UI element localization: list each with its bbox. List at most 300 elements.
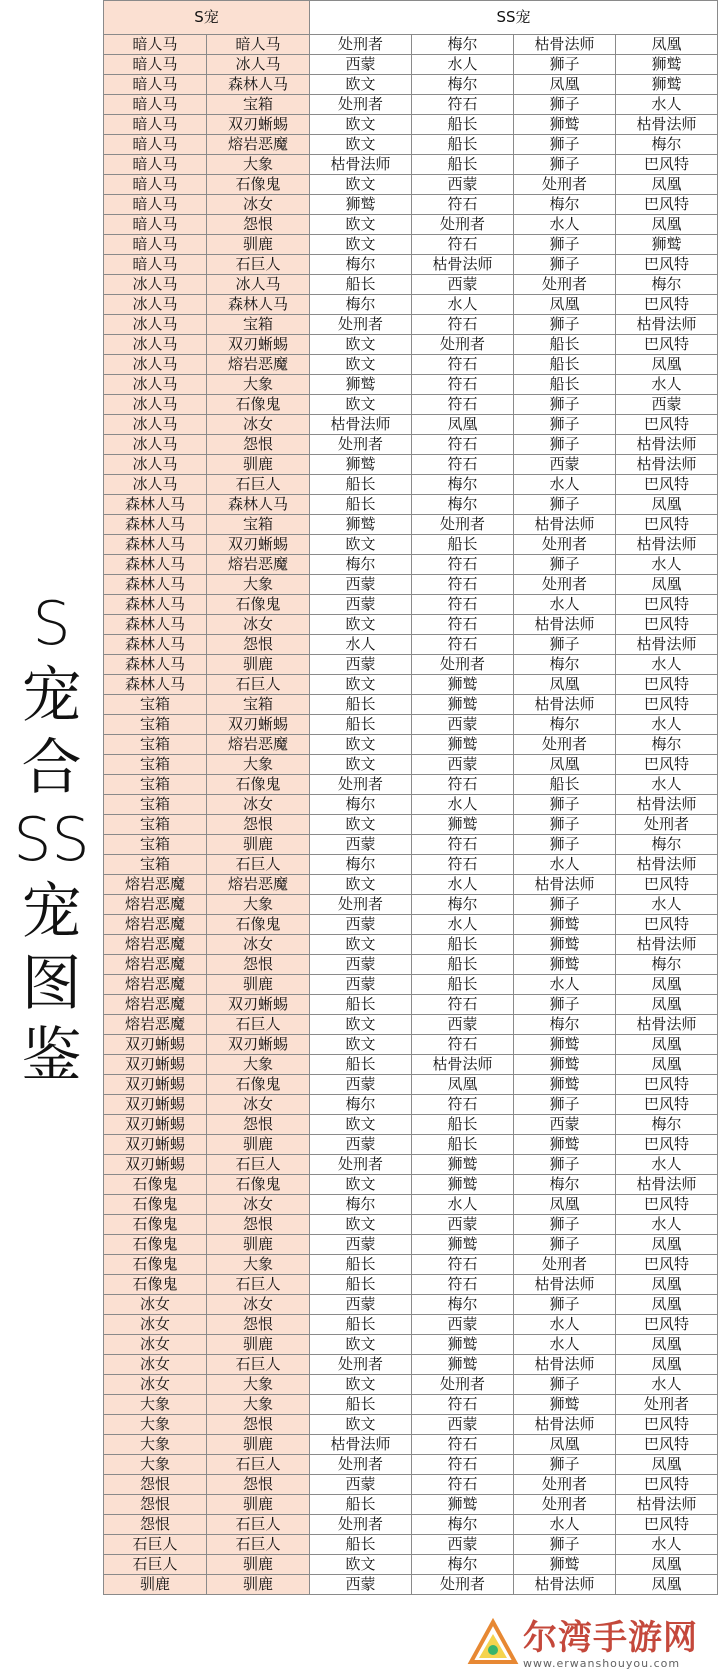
ss-pet-cell: 西蒙 bbox=[412, 755, 514, 775]
table-row bbox=[104, 215, 718, 235]
table-row bbox=[104, 1475, 718, 1495]
ss-pet-cell: 船长 bbox=[412, 115, 514, 135]
ss-pet-cell: 狮鹫 bbox=[412, 1495, 514, 1515]
ss-pet-cell: 凤凰 bbox=[616, 495, 718, 515]
ss-pet-cell: 船长 bbox=[310, 1315, 412, 1335]
table-row bbox=[104, 95, 718, 115]
ss-pet-cell: 处刑者 bbox=[412, 655, 514, 675]
ss-pet-cell: 水人 bbox=[514, 595, 616, 615]
s-pet-cell: 双刃蜥蜴 bbox=[104, 1135, 207, 1155]
s-pet-cell: 森林人马 bbox=[104, 675, 207, 695]
s-pet-cell: 石巨人 bbox=[104, 1555, 207, 1575]
ss-pet-cell: 欧文 bbox=[310, 75, 412, 95]
ss-pet-cell: 狮鹫 bbox=[412, 695, 514, 715]
ss-pet-cell: 狮鹫 bbox=[514, 955, 616, 975]
ss-pet-cell: 狮鹫 bbox=[616, 55, 718, 75]
ss-pet-cell: 欧文 bbox=[310, 115, 412, 135]
watermark bbox=[467, 1613, 712, 1675]
ss-pet-cell: 巴风特 bbox=[616, 695, 718, 715]
s-pet-cell: 暗人马 bbox=[104, 55, 207, 75]
ss-pet-cell: 欧文 bbox=[310, 535, 412, 555]
ss-pet-cell: 水人 bbox=[412, 55, 514, 75]
ss-pet-cell: 狮鹫 bbox=[310, 195, 412, 215]
ss-pet-cell: 水人 bbox=[514, 215, 616, 235]
ss-pet-cell: 狮子 bbox=[514, 1375, 616, 1395]
ss-pet-cell: 水人 bbox=[616, 375, 718, 395]
ss-pet-cell: 欧文 bbox=[310, 935, 412, 955]
ss-pet-cell: 枯骨法师 bbox=[514, 695, 616, 715]
ss-pet-cell: 船长 bbox=[514, 335, 616, 355]
ss-pet-cell: 符石 bbox=[412, 1455, 514, 1475]
ss-pet-cell: 符石 bbox=[412, 1095, 514, 1115]
ss-pet-cell: 巴风特 bbox=[616, 335, 718, 355]
ss-pet-cell: 狮子 bbox=[514, 1215, 616, 1235]
ss-pet-cell: 梅尔 bbox=[514, 655, 616, 675]
s-pet-cell: 大象 bbox=[104, 1435, 207, 1455]
s-pet-cell: 冰人马 bbox=[207, 275, 310, 295]
ss-pet-cell: 水人 bbox=[412, 915, 514, 935]
table-row bbox=[104, 1155, 718, 1175]
ss-pet-cell: 处刑者 bbox=[412, 1375, 514, 1395]
s-pet-cell: 石像鬼 bbox=[207, 775, 310, 795]
ss-pet-cell: 狮鹫 bbox=[514, 1035, 616, 1055]
s-pet-cell: 冰女 bbox=[207, 1295, 310, 1315]
s-pet-cell: 双刃蜥蜴 bbox=[207, 1035, 310, 1055]
s-pet-cell: 冰人马 bbox=[207, 55, 310, 75]
ss-pet-cell: 凤凰 bbox=[514, 675, 616, 695]
ss-pet-cell: 处刑者 bbox=[514, 1495, 616, 1515]
table-row bbox=[104, 255, 718, 275]
ss-pet-cell: 符石 bbox=[412, 1395, 514, 1415]
s-pet-cell: 暗人马 bbox=[104, 215, 207, 235]
ss-pet-cell: 巴风特 bbox=[616, 1095, 718, 1115]
ss-pet-cell: 狮子 bbox=[514, 1535, 616, 1555]
table-row bbox=[104, 1535, 718, 1555]
ss-pet-cell: 处刑者 bbox=[514, 275, 616, 295]
s-pet-cell: 冰人马 bbox=[104, 335, 207, 355]
s-pet-cell: 冰女 bbox=[207, 195, 310, 215]
ss-pet-cell: 欧文 bbox=[310, 1415, 412, 1435]
table-row bbox=[104, 1215, 718, 1235]
s-pet-cell: 宝箱 bbox=[104, 735, 207, 755]
table-row bbox=[104, 1095, 718, 1115]
ss-pet-cell: 枯骨法师 bbox=[514, 1415, 616, 1435]
table-row bbox=[104, 415, 718, 435]
table-row bbox=[104, 1275, 718, 1295]
ss-pet-cell: 处刑者 bbox=[616, 815, 718, 835]
ss-pet-cell: 水人 bbox=[616, 655, 718, 675]
ss-pet-cell: 狮子 bbox=[514, 95, 616, 115]
ss-pet-cell: 西蒙 bbox=[310, 655, 412, 675]
ss-pet-cell: 枯骨法师 bbox=[412, 255, 514, 275]
ss-pet-cell: 凤凰 bbox=[412, 415, 514, 435]
ss-pet-cell: 西蒙 bbox=[310, 575, 412, 595]
table-row bbox=[104, 1355, 718, 1375]
s-pet-cell: 怨恨 bbox=[207, 1115, 310, 1135]
s-pet-cell: 怨恨 bbox=[207, 1415, 310, 1435]
ss-pet-cell: 巴风特 bbox=[616, 915, 718, 935]
s-pet-cell: 冰女 bbox=[207, 1195, 310, 1215]
ss-pet-cell: 船长 bbox=[310, 495, 412, 515]
s-pet-cell: 冰女 bbox=[104, 1355, 207, 1375]
table-row bbox=[104, 355, 718, 375]
ss-pet-cell: 西蒙 bbox=[310, 915, 412, 935]
ss-pet-cell: 枯骨法师 bbox=[514, 1575, 616, 1595]
s-pet-cell: 冰人马 bbox=[104, 315, 207, 335]
s-pet-cell: 双刃蜥蜴 bbox=[207, 535, 310, 555]
s-pet-cell: 冰女 bbox=[207, 415, 310, 435]
s-pet-cell: 暗人马 bbox=[104, 95, 207, 115]
ss-pet-cell: 狮鹫 bbox=[310, 455, 412, 475]
ss-pet-cell: 符石 bbox=[412, 1475, 514, 1495]
s-pet-cell: 冰人马 bbox=[104, 455, 207, 475]
ss-pet-cell: 处刑者 bbox=[514, 1475, 616, 1495]
ss-pet-cell: 狮鹫 bbox=[412, 1175, 514, 1195]
ss-pet-cell: 船长 bbox=[310, 1055, 412, 1075]
pet-fusion-table bbox=[103, 0, 718, 1595]
ss-pet-cell: 船长 bbox=[310, 715, 412, 735]
ss-pet-cell: 梅尔 bbox=[412, 895, 514, 915]
ss-pet-cell: 处刑者 bbox=[412, 1575, 514, 1595]
ss-pet-cell: 巴风特 bbox=[616, 875, 718, 895]
ss-pet-cell: 凤凰 bbox=[616, 995, 718, 1015]
s-pet-cell: 驯鹿 bbox=[207, 1435, 310, 1455]
s-pet-cell: 森林人马 bbox=[104, 555, 207, 575]
s-pet-cell: 宝箱 bbox=[104, 695, 207, 715]
s-pet-cell: 驯鹿 bbox=[207, 655, 310, 675]
ss-pet-cell: 枯骨法师 bbox=[616, 455, 718, 475]
table-row bbox=[104, 1255, 718, 1275]
ss-pet-cell: 水人 bbox=[514, 855, 616, 875]
side-title-char: S bbox=[32, 588, 71, 659]
s-pet-cell: 森林人马 bbox=[104, 515, 207, 535]
ss-pet-cell: 符石 bbox=[412, 375, 514, 395]
side-title-char: 鉴 bbox=[21, 1020, 82, 1091]
ss-pet-cell: 处刑者 bbox=[412, 215, 514, 235]
ss-pet-cell: 符石 bbox=[412, 615, 514, 635]
table-row bbox=[104, 475, 718, 495]
ss-pet-cell: 狮子 bbox=[514, 235, 616, 255]
ss-pet-cell: 凤凰 bbox=[514, 295, 616, 315]
table-row bbox=[104, 35, 718, 55]
ss-pet-cell: 西蒙 bbox=[310, 1075, 412, 1095]
s-pet-cell: 暗人马 bbox=[104, 175, 207, 195]
ss-pet-cell: 狮子 bbox=[514, 995, 616, 1015]
s-pet-cell: 森林人马 bbox=[104, 635, 207, 655]
table-row bbox=[104, 315, 718, 335]
ss-pet-cell: 梅尔 bbox=[616, 835, 718, 855]
s-pet-cell: 石像鬼 bbox=[104, 1215, 207, 1235]
watermark-text: 尔湾手游网 bbox=[523, 1618, 698, 1658]
ss-pet-cell: 欧文 bbox=[310, 615, 412, 635]
table-row bbox=[104, 1055, 718, 1075]
s-pet-cell: 宝箱 bbox=[207, 315, 310, 335]
table-row bbox=[104, 1375, 718, 1395]
s-pet-cell: 石巨人 bbox=[207, 1535, 310, 1555]
ss-pet-cell: 巴风特 bbox=[616, 755, 718, 775]
table-row bbox=[104, 835, 718, 855]
table-row bbox=[104, 955, 718, 975]
ss-pet-cell: 梅尔 bbox=[514, 1015, 616, 1035]
ss-pet-cell: 西蒙 bbox=[310, 1235, 412, 1255]
s-pet-cell: 石像鬼 bbox=[104, 1275, 207, 1295]
ss-pet-cell: 西蒙 bbox=[310, 1575, 412, 1595]
ss-pet-cell: 梅尔 bbox=[310, 555, 412, 575]
ss-pet-cell: 凤凰 bbox=[616, 1355, 718, 1375]
ss-pet-cell: 梅尔 bbox=[616, 735, 718, 755]
table-body bbox=[104, 35, 718, 1595]
ss-pet-cell: 枯骨法师 bbox=[514, 1275, 616, 1295]
s-pet-cell: 暗人马 bbox=[104, 75, 207, 95]
ss-pet-cell: 巴风特 bbox=[616, 595, 718, 615]
ss-pet-cell: 水人 bbox=[412, 295, 514, 315]
s-pet-cell: 冰女 bbox=[104, 1315, 207, 1335]
ss-pet-cell: 船长 bbox=[412, 135, 514, 155]
ss-pet-cell: 狮子 bbox=[514, 415, 616, 435]
table-row bbox=[104, 975, 718, 995]
ss-pet-cell: 处刑者 bbox=[310, 95, 412, 115]
s-pet-cell: 怨恨 bbox=[207, 1315, 310, 1335]
ss-pet-cell: 处刑者 bbox=[310, 1355, 412, 1375]
s-pet-cell: 暗人马 bbox=[104, 115, 207, 135]
ss-pet-cell: 枯骨法师 bbox=[514, 615, 616, 635]
s-pet-cell: 怨恨 bbox=[207, 955, 310, 975]
s-pet-cell: 怨恨 bbox=[104, 1495, 207, 1515]
s-pet-cell: 石巨人 bbox=[207, 675, 310, 695]
ss-pet-cell: 梅尔 bbox=[412, 75, 514, 95]
ss-pet-cell: 符石 bbox=[412, 395, 514, 415]
s-pet-cell: 驯鹿 bbox=[207, 1555, 310, 1575]
ss-pet-cell: 狮子 bbox=[514, 1455, 616, 1475]
ss-pet-cell: 狮子 bbox=[514, 815, 616, 835]
s-pet-cell: 大象 bbox=[207, 895, 310, 915]
s-pet-cell: 熔岩恶魔 bbox=[104, 1015, 207, 1035]
ss-pet-cell: 水人 bbox=[616, 1155, 718, 1175]
s-pet-cell: 怨恨 bbox=[207, 435, 310, 455]
ss-pet-cell: 符石 bbox=[412, 195, 514, 215]
s-pet-cell: 暗人马 bbox=[207, 35, 310, 55]
ss-pet-cell: 水人 bbox=[616, 1375, 718, 1395]
table-row bbox=[104, 495, 718, 515]
s-pet-cell: 宝箱 bbox=[104, 775, 207, 795]
ss-pet-cell: 巴风特 bbox=[616, 1415, 718, 1435]
side-title-char: 合 bbox=[21, 732, 82, 803]
table-row bbox=[104, 1395, 718, 1415]
ss-pet-cell: 梅尔 bbox=[310, 1195, 412, 1215]
ss-pet-cell: 梅尔 bbox=[616, 275, 718, 295]
ss-pet-cell: 西蒙 bbox=[310, 955, 412, 975]
ss-pet-cell: 枯骨法师 bbox=[616, 435, 718, 455]
s-pet-cell: 宝箱 bbox=[104, 795, 207, 815]
ss-pet-cell: 狮鹫 bbox=[514, 1075, 616, 1095]
s-pet-cell: 石像鬼 bbox=[207, 915, 310, 935]
table-row bbox=[104, 735, 718, 755]
s-pet-cell: 石像鬼 bbox=[104, 1195, 207, 1215]
ss-pet-cell: 狮子 bbox=[514, 135, 616, 155]
table-row bbox=[104, 755, 718, 775]
ss-pet-cell: 凤凰 bbox=[616, 975, 718, 995]
s-pet-cell: 冰人马 bbox=[104, 435, 207, 455]
table-row bbox=[104, 895, 718, 915]
s-pet-cell: 森林人马 bbox=[104, 615, 207, 635]
s-pet-cell: 熔岩恶魔 bbox=[104, 975, 207, 995]
s-pet-cell: 冰女 bbox=[104, 1375, 207, 1395]
table-row bbox=[104, 1295, 718, 1315]
ss-pet-cell: 处刑者 bbox=[310, 895, 412, 915]
s-pet-cell: 怨恨 bbox=[207, 1475, 310, 1495]
ss-pet-cell: 梅尔 bbox=[616, 1115, 718, 1135]
ss-pet-cell: 梅尔 bbox=[412, 1515, 514, 1535]
s-pet-cell: 森林人马 bbox=[207, 495, 310, 515]
table-row bbox=[104, 695, 718, 715]
ss-pet-cell: 处刑者 bbox=[310, 1455, 412, 1475]
s-pet-cell: 驯鹿 bbox=[207, 455, 310, 475]
ss-pet-cell: 凤凰 bbox=[616, 1295, 718, 1315]
s-pet-cell: 熔岩恶魔 bbox=[104, 995, 207, 1015]
ss-pet-cell: 水人 bbox=[412, 795, 514, 815]
table-row bbox=[104, 855, 718, 875]
s-pet-cell: 冰女 bbox=[104, 1335, 207, 1355]
s-pet-cell: 熔岩恶魔 bbox=[104, 955, 207, 975]
ss-pet-cell: 符石 bbox=[412, 315, 514, 335]
table-row bbox=[104, 1075, 718, 1095]
table-row bbox=[104, 195, 718, 215]
ss-pet-cell: 处刑者 bbox=[514, 175, 616, 195]
ss-pet-cell: 船长 bbox=[310, 275, 412, 295]
s-pet-cell: 驯鹿 bbox=[207, 1335, 310, 1355]
ss-pet-cell: 船长 bbox=[412, 935, 514, 955]
ss-pet-cell: 符石 bbox=[412, 235, 514, 255]
ss-pet-cell: 船长 bbox=[310, 1495, 412, 1515]
table-row bbox=[104, 635, 718, 655]
ss-pet-cell: 狮鹫 bbox=[412, 1155, 514, 1175]
s-pet-cell: 冰人马 bbox=[104, 375, 207, 395]
ss-pet-cell: 欧文 bbox=[310, 755, 412, 775]
ss-pet-cell: 巴风特 bbox=[616, 195, 718, 215]
table-row bbox=[104, 335, 718, 355]
ss-pet-cell: 水人 bbox=[616, 95, 718, 115]
ss-pet-cell: 欧文 bbox=[310, 1375, 412, 1395]
s-pet-cell: 双刃蜥蜴 bbox=[207, 995, 310, 1015]
table-row bbox=[104, 1455, 718, 1475]
ss-pet-cell: 狮鹫 bbox=[310, 515, 412, 535]
ss-pet-cell: 狮子 bbox=[514, 795, 616, 815]
ss-pet-cell: 巴风特 bbox=[616, 1475, 718, 1495]
ss-pet-cell: 狮鹫 bbox=[514, 935, 616, 955]
ss-pet-cell: 凤凰 bbox=[616, 1055, 718, 1075]
table-row bbox=[104, 715, 718, 735]
ss-pet-cell: 西蒙 bbox=[514, 455, 616, 475]
table-row bbox=[104, 555, 718, 575]
s-pet-cell: 大象 bbox=[207, 1255, 310, 1275]
s-pet-cell: 宝箱 bbox=[104, 755, 207, 775]
s-pet-cell: 宝箱 bbox=[207, 95, 310, 115]
ss-pet-cell: 水人 bbox=[616, 895, 718, 915]
ss-pet-cell: 西蒙 bbox=[412, 1535, 514, 1555]
ss-pet-cell: 水人 bbox=[616, 715, 718, 735]
ss-pet-cell: 欧文 bbox=[310, 1115, 412, 1135]
s-pet-cell: 森林人马 bbox=[104, 595, 207, 615]
s-pet-cell: 冰人马 bbox=[104, 395, 207, 415]
s-pet-cell: 宝箱 bbox=[104, 835, 207, 855]
s-pet-cell: 双刃蜥蜴 bbox=[207, 335, 310, 355]
ss-pet-cell: 欧文 bbox=[310, 175, 412, 195]
s-pet-cell: 冰女 bbox=[207, 1095, 310, 1115]
s-pet-cell: 驯鹿 bbox=[207, 1235, 310, 1255]
ss-pet-cell: 水人 bbox=[412, 1195, 514, 1215]
table-row bbox=[104, 1195, 718, 1215]
ss-pet-cell: 枯骨法师 bbox=[616, 1495, 718, 1515]
s-pet-cell: 熔岩恶魔 bbox=[104, 895, 207, 915]
table-row bbox=[104, 175, 718, 195]
ss-pet-cell: 梅尔 bbox=[310, 855, 412, 875]
ss-pet-cell: 狮子 bbox=[514, 1295, 616, 1315]
ss-pet-cell: 船长 bbox=[412, 1135, 514, 1155]
ss-pet-cell: 枯骨法师 bbox=[514, 875, 616, 895]
ss-pet-cell: 梅尔 bbox=[412, 35, 514, 55]
table-row bbox=[104, 615, 718, 635]
table-row bbox=[104, 1235, 718, 1255]
s-pet-cell: 大象 bbox=[104, 1395, 207, 1415]
ss-pet-cell: 凤凰 bbox=[616, 1555, 718, 1575]
ss-pet-cell: 符石 bbox=[412, 1035, 514, 1055]
ss-pet-cell: 梅尔 bbox=[412, 495, 514, 515]
ss-pet-cell: 欧文 bbox=[310, 875, 412, 895]
s-pet-cell: 大象 bbox=[207, 575, 310, 595]
s-pet-cell: 怨恨 bbox=[207, 815, 310, 835]
ss-pet-cell: 处刑者 bbox=[616, 1395, 718, 1415]
ss-pet-cell: 巴风特 bbox=[616, 475, 718, 495]
s-pet-cell: 石巨人 bbox=[207, 255, 310, 275]
ss-pet-cell: 梅尔 bbox=[514, 715, 616, 735]
ss-pet-cell: 处刑者 bbox=[514, 1255, 616, 1275]
s-pet-cell: 石巨人 bbox=[207, 1355, 310, 1375]
s-pet-cell: 石巨人 bbox=[207, 1455, 310, 1475]
s-pet-cell: 暗人马 bbox=[104, 255, 207, 275]
s-pet-cell: 双刃蜥蜴 bbox=[104, 1055, 207, 1075]
s-pet-cell: 暗人马 bbox=[104, 235, 207, 255]
table-row bbox=[104, 1555, 718, 1575]
ss-pet-cell: 梅尔 bbox=[310, 1095, 412, 1115]
s-pet-cell: 怨恨 bbox=[104, 1475, 207, 1495]
ss-pet-cell: 狮鹫 bbox=[514, 1555, 616, 1575]
s-pet-cell: 冰女 bbox=[207, 615, 310, 635]
ss-pet-cell: 狮鹫 bbox=[412, 815, 514, 835]
ss-pet-cell: 西蒙 bbox=[412, 175, 514, 195]
ss-pet-cell: 水人 bbox=[514, 1515, 616, 1535]
ss-pet-cell: 水人 bbox=[310, 635, 412, 655]
ss-pet-cell: 水人 bbox=[514, 975, 616, 995]
ss-pet-cell: 处刑者 bbox=[310, 775, 412, 795]
table-row bbox=[104, 655, 718, 675]
ss-pet-cell: 欧文 bbox=[310, 395, 412, 415]
ss-pet-cell: 梅尔 bbox=[310, 295, 412, 315]
s-pet-cell: 石巨人 bbox=[207, 855, 310, 875]
s-pet-cell: 熔岩恶魔 bbox=[104, 875, 207, 895]
ss-pet-cell: 枯骨法师 bbox=[616, 535, 718, 555]
ss-pet-cell: 欧文 bbox=[310, 1015, 412, 1035]
ss-pet-cell: 巴风特 bbox=[616, 515, 718, 535]
ss-pet-cell: 处刑者 bbox=[412, 515, 514, 535]
ss-pet-cell: 水人 bbox=[616, 1535, 718, 1555]
ss-pet-cell: 处刑者 bbox=[310, 35, 412, 55]
ss-pet-cell: 符石 bbox=[412, 555, 514, 575]
ss-pet-cell: 欧文 bbox=[310, 1215, 412, 1235]
table-row bbox=[104, 1435, 718, 1455]
ss-pet-cell: 枯骨法师 bbox=[616, 795, 718, 815]
ss-pet-cell: 处刑者 bbox=[514, 535, 616, 555]
ss-pet-cell: 凤凰 bbox=[616, 1235, 718, 1255]
